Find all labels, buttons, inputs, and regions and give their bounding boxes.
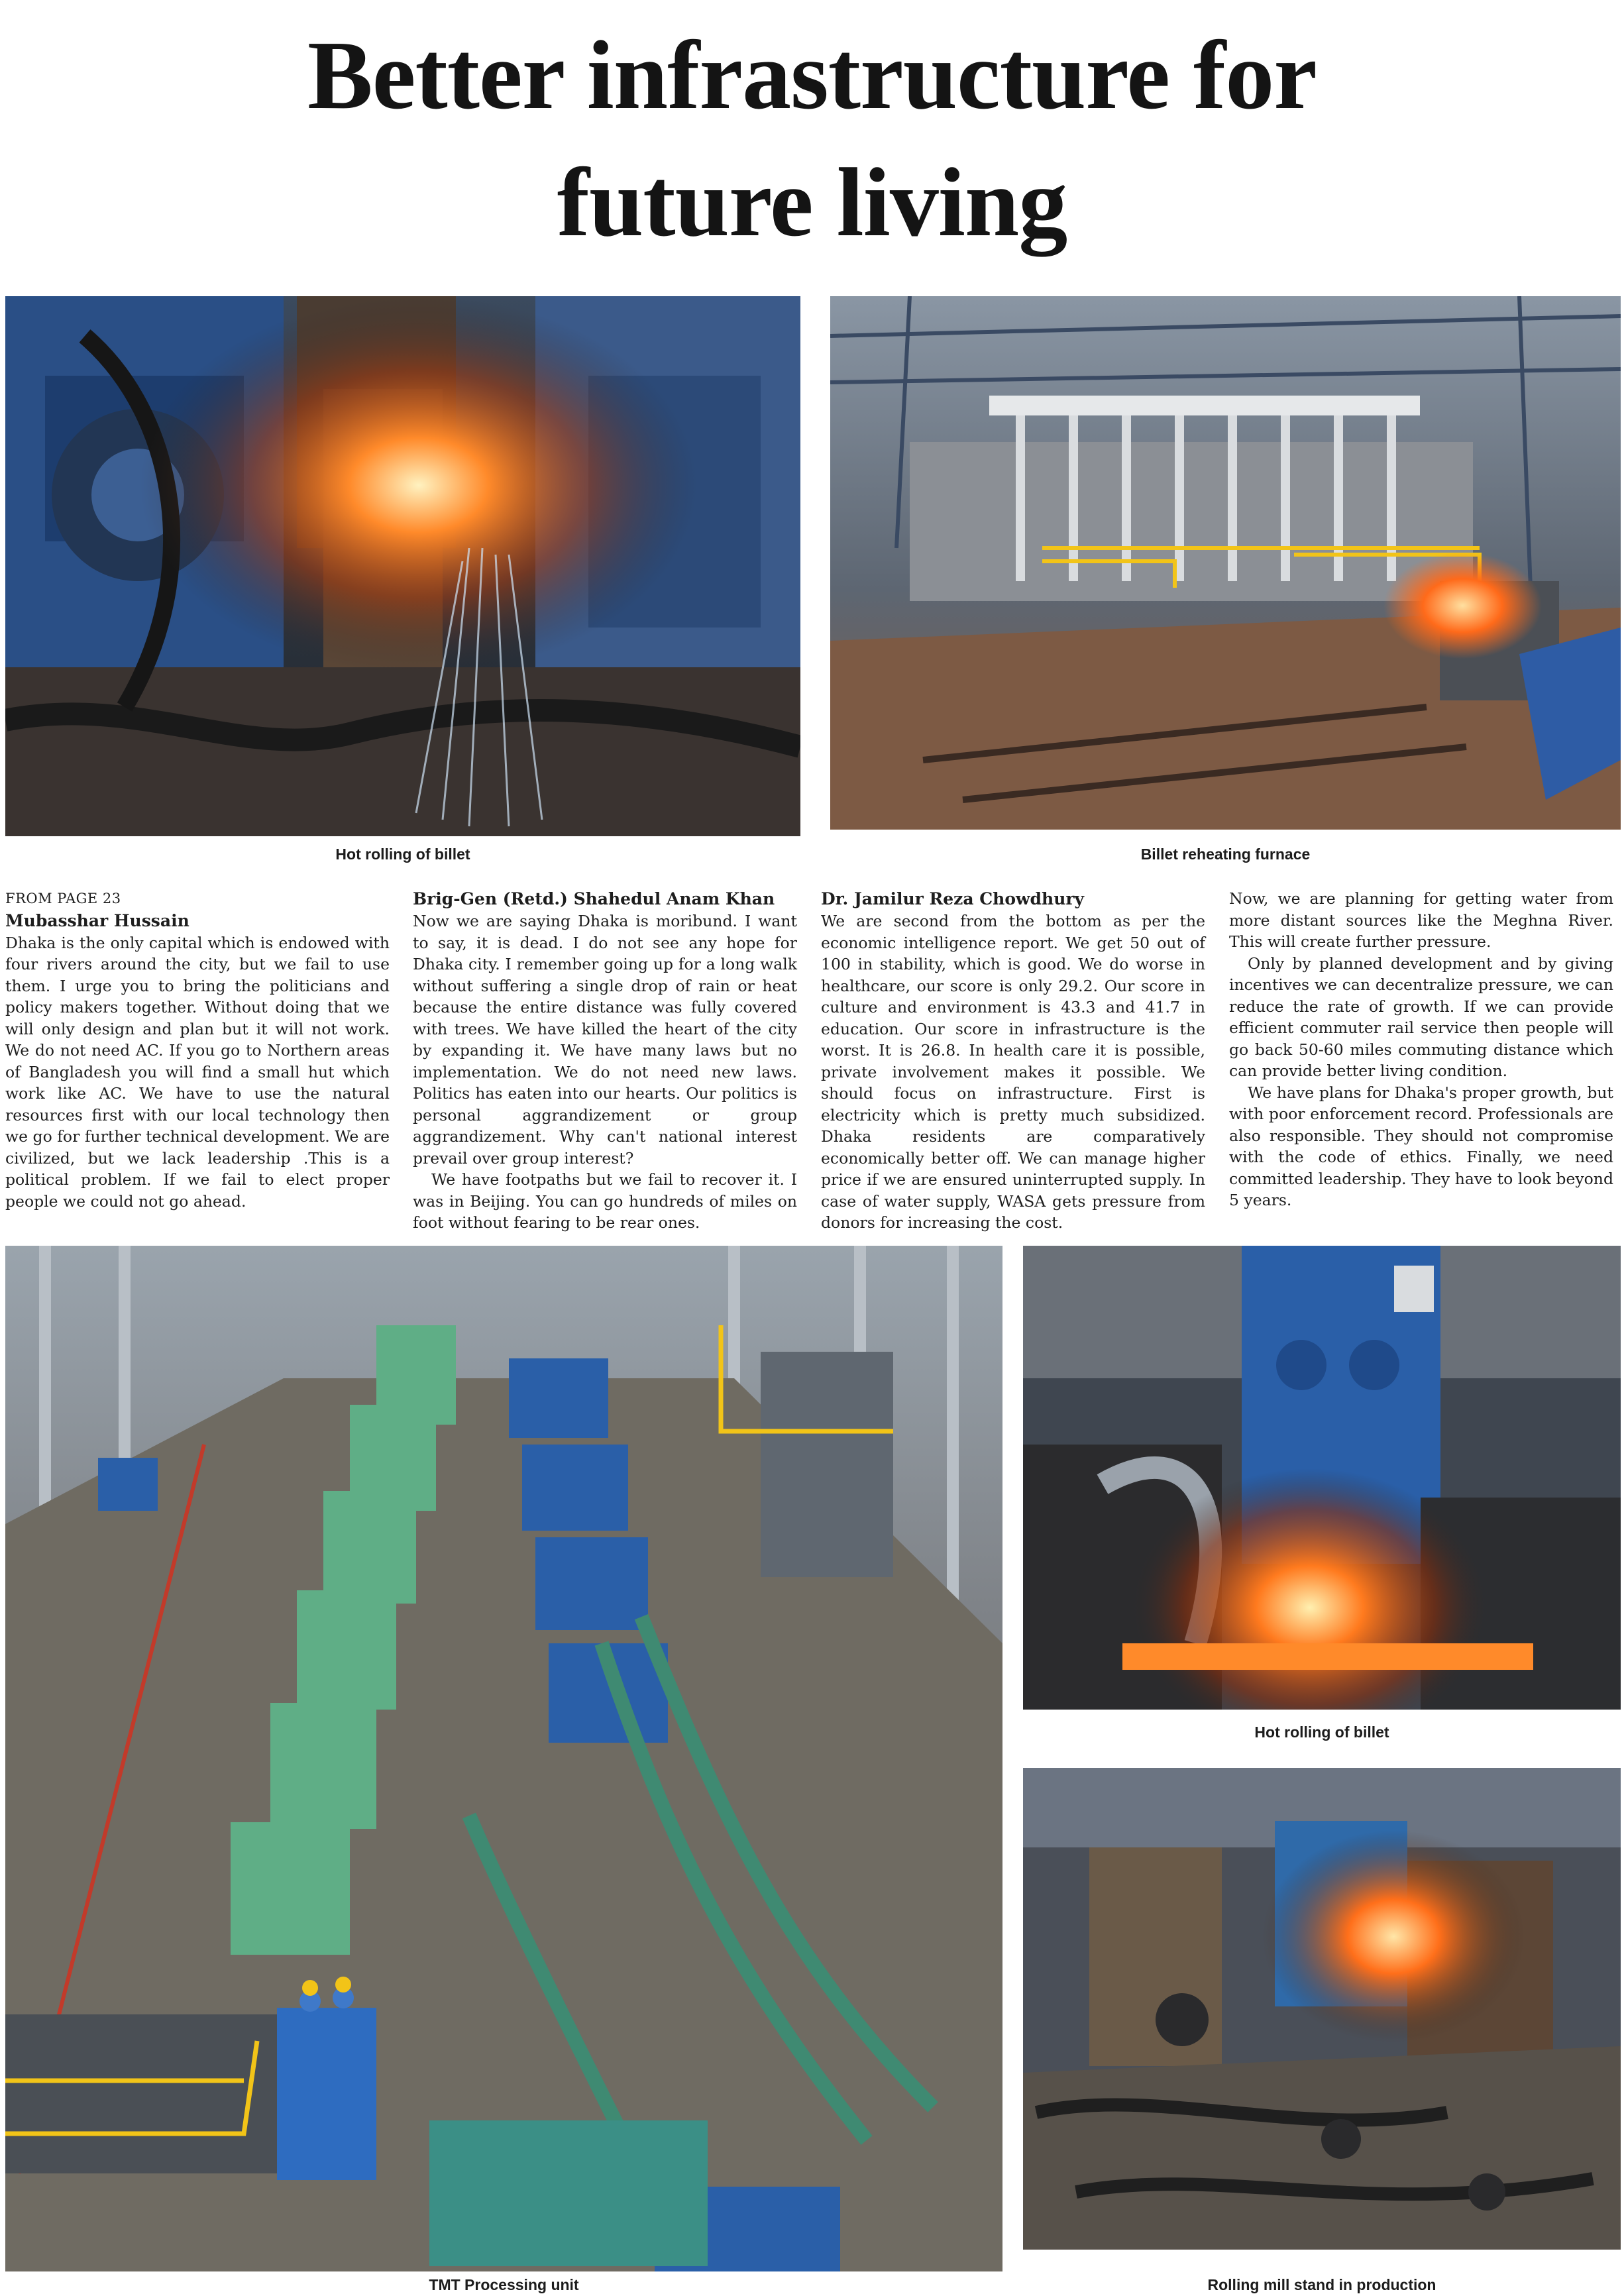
text-column-3	[821, 888, 1205, 1234]
text-column-4	[1229, 888, 1613, 1211]
byline-mubasshar-hussain: Mubasshar Hussain	[5, 910, 189, 930]
text-column-1	[5, 888, 390, 1212]
headline-line-2: future living	[557, 148, 1067, 257]
caption-hot-rolling-top: Hot rolling of billet	[335, 846, 470, 863]
byline-jamilur-reza-chowdhury: Dr. Jamilur Reza Chowdhury	[821, 889, 1085, 908]
body-paragraph: We have plans for Dhaka's proper growth, but with poor enforcement record. Professionals are also responsible. They should not compromise with the code of ethics. Finally, we need committed leadership. They have to look beyond 5 years.	[1229, 1083, 1613, 1209]
continued-from-label: FROM PAGE 23	[5, 891, 121, 906]
body-paragraph: We are second from the bottom as per the economic intelligence report. We get 50 out of 100 in stability, which is good. We do worse in healthcare, our score is only 29.2. Our score in culture and environment is 43.3 and 41.7 in education. Our score in infrastructure is the worst. It is 26.8. In health care it is possible, private involvement makes it possible. We should focus on infrastructure. First is electricity which is pretty much subsidized. Dhaka residents are comparatively economically better off. We can manage higher price if we are ensured uninterrupted supply. In case of water supply, WASA gets pressure from donors for increasing the cost.	[821, 912, 1205, 1232]
caption-reheating-furnace: Billet reheating furnace	[1140, 846, 1311, 863]
body-paragraph: Now, we are planning for getting water from more distant sources like the Meghna River. This will create further pressure.	[1229, 889, 1613, 951]
caption-hot-rolling-bottom: Hot rolling of billet	[1254, 1723, 1389, 1741]
caption-tmt-processing-unit: TMT Processing unit	[429, 2276, 579, 2293]
body-paragraph: Now we are saying Dhaka is moribund. I want to say, it is dead. I do not see any hope for Dhaka city. I remember going up for a long walk without suffering a single drop of rain or heat because the entire distance was fully covered with trees. We have killed the heart of the city by expanding it. We have many laws but no implementation. We do not need new laws. Politics has eaten into our hearts. Our politics is personal aggrandizement or group aggrandizement. Why can't national interest prevail over group interest?	[413, 912, 797, 1168]
text-column-2	[413, 888, 797, 1234]
headline-line-1: Better infrastructure for	[307, 21, 1317, 130]
caption-rolling-mill-stand: Rolling mill stand in production	[1207, 2276, 1436, 2293]
photo-tmt-processing-unit	[5, 1246, 1002, 2271]
body-paragraph: We have footpaths but we fail to recover it. I was in Beijing. You can go hundreds of miles on foot without fearing to be rear ones.	[413, 1170, 797, 1232]
byline-shahedul-anam-khan: Brig-Gen (Retd.) Shahedul Anam Khan	[413, 889, 775, 908]
photo-hot-rolling-bottom	[1023, 1246, 1621, 1710]
body-paragraph: Only by planned development and by giving incentives we can decentralize pressure, we can reduce the rate of growth. If we can provide efficient commuter rail service then people will go back 50-60 miles commuting distance which can provide better living condition.	[1229, 954, 1613, 1080]
photo-hot-rolling-top	[5, 296, 800, 836]
headline	[0, 12, 1624, 266]
photo-rolling-mill-stand	[1023, 1768, 1621, 2250]
body-paragraph: Dhaka is the only capital which is endowed with four rivers around the city, but we fail to use them. I urge you to bring the politicians and policy makers together. Without doing that we will only design and plan but it will not work. We do not need AC. If you go to Northern areas of Bangladesh you will find a small hut which work like AC. We have to use the natural resources first with our local technology then we go for further technical development. We are civilized, but we lack leadership .This is a political problem. If we fail to elect proper people we could not go ahead.	[5, 933, 390, 1211]
photo-reheating-furnace	[830, 296, 1621, 830]
